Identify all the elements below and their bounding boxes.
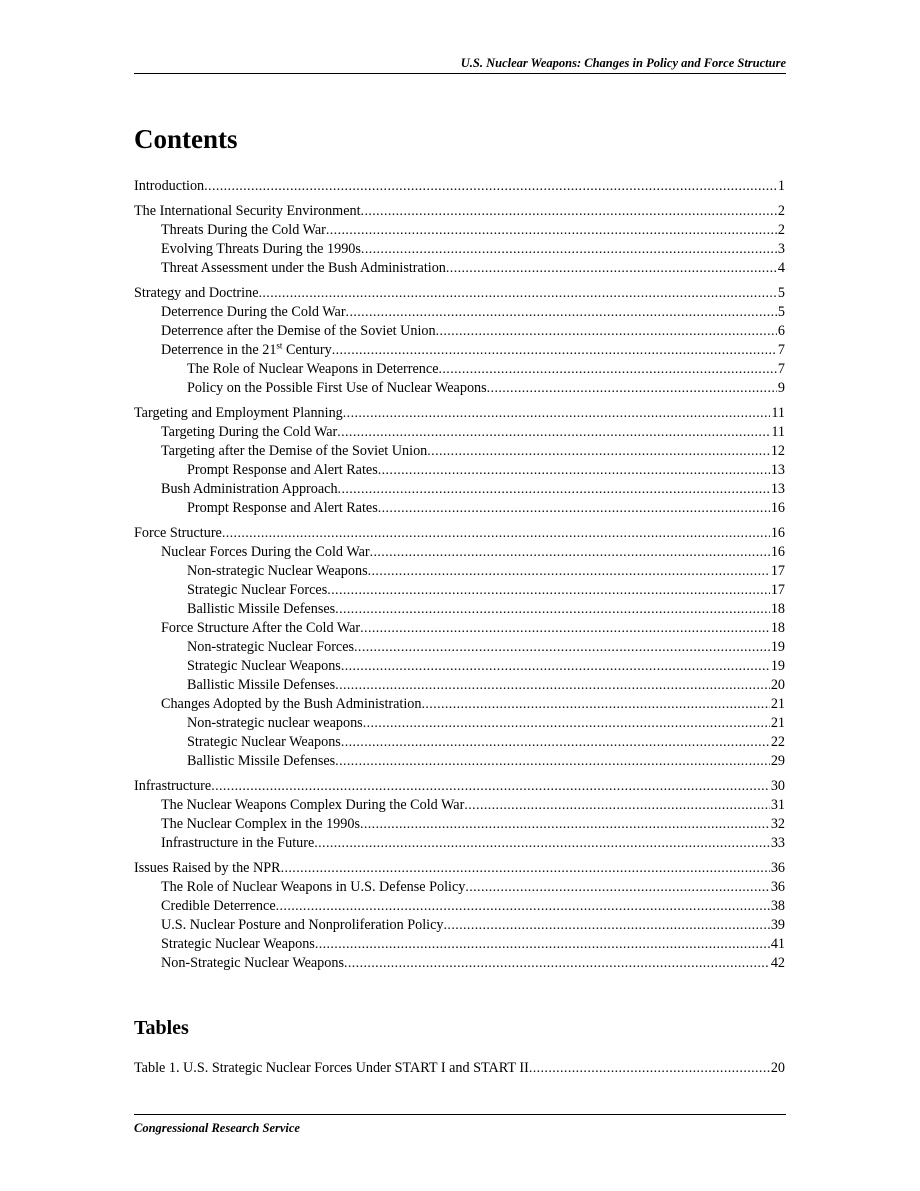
toc-entry-page-number: 32 (770, 816, 785, 832)
toc-entry-title: Issues Raised by the NPR (134, 860, 281, 876)
toc-entry-label (187, 752, 335, 771)
toc-entry[interactable] (134, 303, 785, 322)
toc-entry-page-number: 13 (770, 462, 785, 478)
toc-entry-title: Deterrence after the Demise of the Soviet Union (161, 323, 436, 339)
toc-entry-title: Targeting During the Cold War (161, 424, 338, 440)
toc-entry-title: Targeting and Employment Planning (134, 405, 343, 421)
dot-leader (378, 461, 770, 480)
toc-entry-page-number: 21 (770, 696, 785, 712)
toc-entry[interactable] (134, 404, 785, 423)
dot-leader (436, 322, 777, 341)
toc-entry-page-number: 5 (777, 285, 785, 301)
toc-entry-title: Non-Strategic Nuclear Weapons (161, 955, 344, 971)
toc-entry-label (187, 657, 341, 676)
toc-entry-label (187, 562, 368, 581)
toc-entry-page-number: 11 (771, 424, 785, 440)
toc-entry-label (161, 695, 422, 714)
toc-entry-page-number: 29 (770, 753, 785, 769)
toc-entry-title: Targeting after the Demise of the Soviet Union (161, 443, 428, 459)
running-header: U.S. Nuclear Weapons: Changes in Policy and Force Structure (134, 56, 786, 74)
tables-heading: Tables (134, 1017, 189, 1039)
toc-entry-page-number: 6 (777, 323, 785, 339)
toc-entry-label (161, 322, 436, 341)
toc-entry-label (161, 815, 360, 834)
toc-entry-page-number: 41 (770, 936, 785, 952)
dot-leader (465, 878, 769, 897)
toc-entry-page-number: 7 (777, 361, 785, 377)
toc-entry[interactable] (134, 322, 785, 341)
toc-entry[interactable] (134, 897, 785, 916)
toc-entry-label (134, 284, 259, 303)
dot-leader (361, 240, 777, 259)
dot-leader (361, 202, 777, 221)
toc-entry-title-suffix: Century (282, 342, 332, 358)
toc-entry[interactable] (134, 796, 785, 815)
toc-entry-page-number: 17 (770, 582, 785, 598)
toc-entry-title: Threats During the Cold War (161, 222, 326, 238)
toc-entry-title: Evolving Threats During the 1990s (161, 241, 361, 257)
toc-entry-label (187, 360, 439, 379)
toc-entry-page-number: 31 (770, 797, 785, 813)
toc-entry-page-number: 18 (770, 601, 785, 617)
dot-leader (344, 954, 770, 973)
toc-entry-page-number: 2 (777, 203, 785, 219)
toc-entry-title: Threat Assessment under the Bush Administration (161, 260, 446, 276)
contents-heading: Contents (134, 124, 238, 154)
toc-entry-page-number: 21 (770, 715, 785, 731)
dot-leader (446, 259, 777, 278)
toc-entry-title: Prompt Response and Alert Rates (187, 462, 378, 478)
toc-entry[interactable] (134, 480, 785, 499)
toc-entry-title: U.S. Nuclear Posture and Nonproliferation Policy (161, 917, 444, 933)
toc-entry-page-number: 11 (771, 405, 785, 421)
dot-leader (427, 442, 770, 461)
toc-entry-title: Strategic Nuclear Weapons (187, 658, 341, 674)
toc-entry-title: Strategic Nuclear Weapons (161, 936, 315, 952)
dot-leader (276, 897, 770, 916)
toc-entry[interactable] (134, 777, 785, 796)
toc-entry-label (161, 954, 344, 973)
dot-leader (259, 284, 777, 303)
toc-entry[interactable] (134, 442, 785, 461)
running-footer: Congressional Research Service (134, 1114, 786, 1136)
toc-entry-title: Deterrence During the Cold War (161, 304, 346, 320)
toc-entry[interactable] (134, 461, 785, 480)
toc-entry-title: Ballistic Missile Defenses (187, 677, 336, 693)
toc-entry[interactable] (134, 524, 785, 543)
dot-leader (211, 777, 770, 796)
toc-entry-label (161, 796, 464, 815)
toc-entry-title: Policy on the Possible First Use of Nuclear Weapons (187, 380, 487, 396)
toc-entry[interactable] (134, 935, 785, 954)
table-list-entry[interactable] (134, 1059, 785, 1078)
toc-entry-label (161, 480, 338, 499)
toc-entry-page-number: 3 (777, 241, 785, 257)
toc-entry-title: Ballistic Missile Defenses (187, 753, 336, 769)
toc-entry-page-number: 36 (770, 879, 785, 895)
toc-entry-label (161, 897, 276, 916)
dot-leader (346, 303, 777, 322)
toc-entry-label (161, 543, 370, 562)
toc-entry-title: Infrastructure (134, 778, 212, 794)
toc-entry-page-number: 38 (770, 898, 785, 914)
toc-entry-label (134, 1059, 529, 1078)
dot-leader (487, 379, 777, 398)
dot-leader (529, 1059, 770, 1078)
toc-entry-page-number: 39 (770, 917, 785, 933)
dot-leader (341, 733, 770, 752)
dot-leader (439, 360, 777, 379)
toc-entry-page-number: 2 (777, 222, 785, 238)
toc-entry-title: Non-strategic Nuclear Forces (187, 639, 355, 655)
toc-entry[interactable] (134, 202, 785, 221)
toc-entry-title: Force Structure (134, 525, 222, 541)
dot-leader (360, 815, 770, 834)
toc-entry-label (161, 240, 361, 259)
toc-entry-title: Non-strategic nuclear weapons (187, 715, 363, 731)
toc-entry-page-number: 16 (770, 500, 785, 516)
toc-entry-label (161, 935, 315, 954)
toc-entry[interactable] (134, 815, 785, 834)
toc-entry[interactable] (134, 221, 785, 240)
toc-entry[interactable] (134, 752, 785, 771)
toc-entry-title: Strategic Nuclear Weapons (187, 734, 341, 750)
dot-leader (335, 752, 770, 771)
toc-entry[interactable] (134, 638, 785, 657)
dot-leader (326, 221, 777, 240)
toc-entry[interactable] (134, 676, 785, 695)
toc-entry-label (187, 733, 341, 752)
toc-entry-label (161, 259, 446, 278)
toc-entry[interactable] (134, 657, 785, 676)
toc-entry-label (187, 714, 363, 733)
toc-entry-label (187, 461, 378, 480)
toc-entry[interactable] (134, 543, 785, 562)
toc-entry-title: Non-strategic Nuclear Weapons (187, 563, 368, 579)
toc-entry-page-number: 33 (770, 835, 785, 851)
toc-entry[interactable] (134, 695, 785, 714)
toc-entry[interactable] (134, 499, 785, 518)
toc-entry-label (187, 676, 335, 695)
toc-entry[interactable] (134, 581, 785, 600)
dot-leader (315, 935, 770, 954)
toc-entry-label (187, 379, 487, 398)
toc-entry[interactable] (134, 834, 785, 853)
toc-entry[interactable] (134, 878, 785, 897)
toc-entry-superscript: st (276, 340, 283, 351)
toc-entry-page-number: 9 (777, 380, 785, 396)
toc-entry-page-number: 22 (770, 734, 785, 750)
toc-entry-label (187, 499, 378, 518)
toc-entry[interactable] (134, 714, 785, 733)
toc-entry-page-number: 1 (777, 178, 785, 194)
toc-entry-label (187, 638, 354, 657)
toc-entry-page-number: 7 (777, 342, 785, 358)
toc-entry-label (134, 777, 211, 796)
toc-entry[interactable] (134, 562, 785, 581)
toc-entry-label (187, 600, 335, 619)
table-of-contents (134, 177, 785, 973)
toc-entry-label (161, 442, 427, 461)
toc-entry-page-number: 20 (770, 1060, 785, 1076)
toc-entry[interactable] (134, 619, 785, 638)
dot-leader (464, 796, 769, 815)
toc-entry-title: Strategy and Doctrine (134, 285, 259, 301)
toc-entry-page-number: 30 (770, 778, 785, 794)
toc-entry-title: Bush Administration Approach (161, 481, 338, 497)
toc-entry-label (161, 619, 360, 638)
toc-entry-label (161, 303, 346, 322)
dot-leader (338, 480, 770, 499)
toc-entry-label (161, 916, 444, 935)
toc-entry-title: Nuclear Forces During the Cold War (161, 544, 370, 560)
toc-entry-label (134, 404, 343, 423)
toc-entry[interactable] (134, 341, 785, 360)
toc-entry-title: Infrastructure in the Future (161, 835, 315, 851)
dot-leader (444, 916, 770, 935)
dot-leader (335, 676, 770, 695)
toc-entry-page-number: 17 (770, 563, 785, 579)
toc-entry-page-number: 19 (770, 639, 785, 655)
toc-entry-label (187, 581, 327, 600)
toc-entry-label (134, 177, 204, 196)
dot-leader (327, 581, 770, 600)
toc-entry-title: Table 1. U.S. Strategic Nuclear Forces Under START I and START II (134, 1060, 529, 1076)
toc-entry-title: The Nuclear Complex in the 1990s (161, 816, 360, 832)
toc-entry-page-number: 13 (770, 481, 785, 497)
toc-entry-title: Strategic Nuclear Forces (187, 582, 328, 598)
dot-leader (341, 657, 770, 676)
toc-entry[interactable] (134, 177, 785, 196)
toc-entry[interactable] (134, 600, 785, 619)
toc-entry[interactable] (134, 240, 785, 259)
dot-leader (332, 341, 777, 360)
dot-leader (337, 423, 770, 442)
toc-entry-title: The Role of Nuclear Weapons in U.S. Defense Policy (161, 879, 466, 895)
toc-entry[interactable] (134, 859, 785, 878)
toc-entry-page-number: 5 (777, 304, 785, 320)
toc-entry-label (134, 524, 222, 543)
dot-leader (360, 619, 770, 638)
toc-entry-label (161, 878, 465, 897)
dot-leader (368, 562, 770, 581)
toc-entry[interactable] (134, 284, 785, 303)
dot-leader (314, 834, 770, 853)
toc-entry-label (134, 859, 281, 878)
toc-entry-title: Changes Adopted by the Bush Administration (161, 696, 422, 712)
toc-entry-label (161, 834, 314, 853)
toc-entry[interactable] (134, 379, 785, 398)
dot-leader (281, 859, 770, 878)
dot-leader (343, 404, 771, 423)
toc-entry-title: The International Security Environment (134, 203, 361, 219)
toc-entry-page-number: 20 (770, 677, 785, 693)
toc-entry-page-number: 42 (770, 955, 785, 971)
dot-leader (354, 638, 770, 657)
toc-entry-title: Deterrence in the 21 (161, 342, 277, 358)
toc-entry-page-number: 16 (770, 544, 785, 560)
toc-entry-label (161, 423, 337, 442)
dot-leader (370, 543, 770, 562)
dot-leader (222, 524, 770, 543)
dot-leader (335, 600, 770, 619)
toc-entry-title: Credible Deterrence (161, 898, 276, 914)
toc-entry-page-number: 12 (770, 443, 785, 459)
toc-entry-label (134, 202, 361, 221)
toc-entry-page-number: 16 (770, 525, 785, 541)
dot-leader (204, 177, 777, 196)
toc-entry-label (161, 221, 326, 240)
toc-entry-title: The Role of Nuclear Weapons in Deterrence (187, 361, 439, 377)
toc-entry[interactable] (134, 360, 785, 379)
toc-entry-title: Prompt Response and Alert Rates (187, 500, 378, 516)
toc-entry-title: Ballistic Missile Defenses (187, 601, 336, 617)
toc-entry-title: Force Structure After the Cold War (161, 620, 361, 636)
toc-entry[interactable] (134, 259, 785, 278)
toc-entry-page-number: 4 (777, 260, 785, 276)
toc-entry-page-number: 19 (770, 658, 785, 674)
dot-leader (422, 695, 770, 714)
toc-entry-label (161, 341, 332, 360)
toc-entry[interactable] (134, 423, 785, 442)
toc-entry-title: Introduction (134, 178, 205, 194)
toc-entry-page-number: 18 (770, 620, 785, 636)
toc-entry[interactable] (134, 733, 785, 752)
toc-entry-page-number: 36 (770, 860, 785, 876)
list-of-tables (134, 1059, 785, 1078)
dot-leader (378, 499, 770, 518)
toc-entry[interactable] (134, 916, 785, 935)
toc-entry-title: The Nuclear Weapons Complex During the Cold War (161, 797, 465, 813)
toc-entry[interactable] (134, 954, 785, 973)
dot-leader (363, 714, 770, 733)
